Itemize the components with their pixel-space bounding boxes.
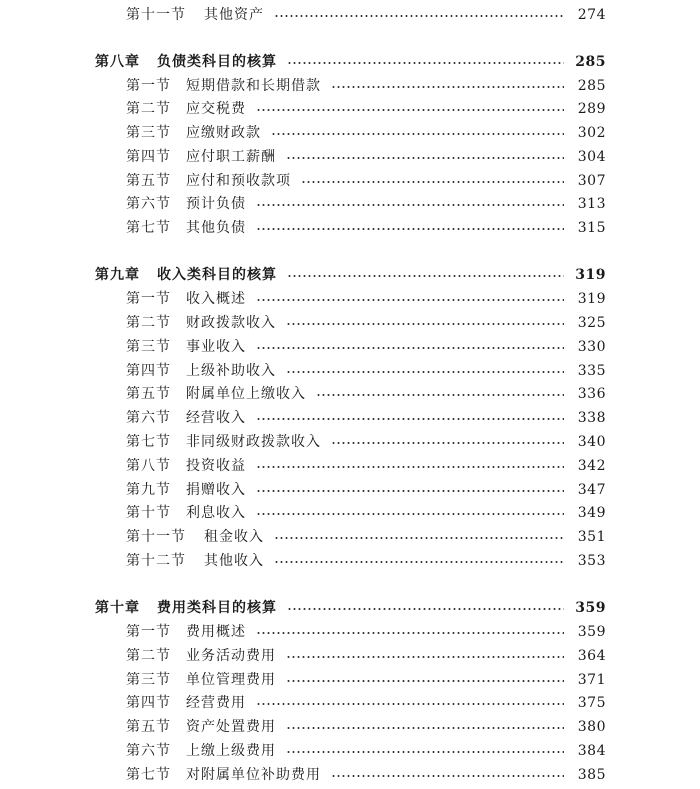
section-number: 第十一节 — [126, 7, 186, 23]
page-number: 304 — [577, 149, 606, 165]
section-number: 第三节 — [126, 672, 171, 688]
page-number: 307 — [577, 173, 606, 189]
section-number: 第七节 — [126, 767, 171, 783]
dot-leader — [331, 775, 564, 777]
page-number: 349 — [577, 505, 606, 521]
page-number: 351 — [577, 529, 606, 545]
page-number: 380 — [577, 719, 606, 735]
toc-entry[interactable] — [0, 171, 700, 191]
toc-entry[interactable] — [0, 337, 700, 357]
dot-leader — [331, 86, 564, 88]
page-number: 375 — [577, 695, 606, 711]
section-number: 第三节 — [126, 339, 171, 355]
page-number: 285 — [575, 54, 606, 70]
section-title: 应付职工薪酬 — [186, 149, 276, 165]
section-title: 附属单位上缴收入 — [186, 386, 306, 402]
dot-leader — [286, 727, 564, 729]
toc-entry[interactable] — [0, 99, 700, 119]
toc-entry[interactable] — [0, 693, 700, 713]
page-number: 319 — [577, 291, 606, 307]
section-title: 其他资产 — [204, 7, 264, 23]
toc-entry[interactable] — [0, 218, 700, 238]
dot-leader — [286, 323, 564, 325]
dot-leader — [301, 181, 564, 183]
section-number: 第四节 — [126, 363, 171, 379]
section-number: 第七节 — [126, 434, 171, 450]
dot-leader — [256, 299, 564, 301]
page-number: 347 — [577, 482, 606, 498]
section-title: 上级补助收入 — [186, 363, 276, 379]
toc-entry[interactable] — [0, 646, 700, 666]
page-number: 315 — [577, 220, 606, 236]
section-number: 第七节 — [126, 220, 171, 236]
toc-chapter[interactable] — [0, 265, 700, 285]
section-title: 应缴财政款 — [186, 125, 261, 141]
section-number: 第三节 — [126, 125, 171, 141]
section-title: 应交税费 — [186, 101, 246, 117]
section-number: 第六节 — [126, 196, 171, 212]
toc-entry[interactable] — [0, 670, 700, 690]
dot-leader — [286, 751, 564, 753]
section-number: 第五节 — [126, 386, 171, 402]
section-title: 事业收入 — [186, 339, 246, 355]
section-number: 第十一节 — [126, 529, 186, 545]
page-number: 330 — [577, 339, 606, 355]
section-title: 资产处置费用 — [186, 719, 276, 735]
section-number: 第一节 — [126, 291, 171, 307]
dot-leader — [274, 537, 564, 539]
toc-entry[interactable] — [0, 361, 700, 381]
toc-entry[interactable] — [0, 147, 700, 167]
section-number: 第二节 — [126, 648, 171, 664]
dot-leader — [256, 703, 564, 705]
section-title: 投资收益 — [186, 458, 246, 474]
section-number: 第九节 — [126, 482, 171, 498]
dot-leader — [331, 442, 564, 444]
section-title: 财政拨款收入 — [186, 315, 276, 331]
dot-leader — [316, 394, 564, 396]
page-number: 384 — [577, 743, 606, 759]
section-title: 预计负债 — [186, 196, 246, 212]
dot-leader — [256, 204, 564, 206]
page-number: 359 — [575, 600, 606, 616]
page-number: 336 — [577, 386, 606, 402]
toc-entry[interactable] — [0, 480, 700, 500]
section-number: 第十节 — [126, 505, 171, 521]
dot-leader — [287, 608, 564, 610]
toc-entry[interactable] — [0, 408, 700, 428]
dot-leader — [274, 15, 564, 17]
toc-entry[interactable] — [0, 527, 700, 547]
toc-chapter[interactable] — [0, 598, 700, 618]
toc-entry[interactable] — [0, 503, 700, 523]
section-title: 单位管理费用 — [186, 672, 276, 688]
chapter-title: 费用类科目的核算 — [157, 600, 277, 616]
dot-leader — [271, 133, 564, 135]
toc-entry[interactable] — [0, 432, 700, 452]
chapter-number: 第八章 — [95, 54, 140, 70]
page-number: 319 — [575, 267, 606, 283]
dot-leader — [286, 157, 564, 159]
dot-leader — [287, 275, 564, 277]
page-number: 359 — [577, 624, 606, 640]
dot-leader — [274, 561, 564, 563]
section-title: 收入概述 — [186, 291, 246, 307]
dot-leader — [256, 228, 564, 230]
dot-leader — [256, 490, 564, 492]
section-title: 其他收入 — [204, 553, 264, 569]
page-number: 285 — [577, 78, 606, 94]
section-title: 业务活动费用 — [186, 648, 276, 664]
section-number: 第十二节 — [126, 553, 186, 569]
chapter-number: 第九章 — [95, 267, 140, 283]
page-number: 289 — [577, 101, 606, 117]
section-title: 利息收入 — [186, 505, 246, 521]
page-number: 371 — [577, 672, 606, 688]
section-number: 第五节 — [126, 173, 171, 189]
section-number: 第五节 — [126, 719, 171, 735]
toc-entry[interactable] — [0, 765, 700, 785]
section-title: 非同级财政拨款收入 — [186, 434, 321, 450]
chapter-number: 第十章 — [95, 600, 140, 616]
page-number: 313 — [577, 196, 606, 212]
dot-leader — [286, 371, 564, 373]
section-title: 经营收入 — [186, 410, 246, 426]
chapter-title: 负债类科目的核算 — [157, 54, 277, 70]
toc-entry[interactable] — [0, 76, 700, 96]
section-title: 费用概述 — [186, 624, 246, 640]
section-number: 第八节 — [126, 458, 171, 474]
section-title: 上缴上级费用 — [186, 743, 276, 759]
dot-leader — [256, 632, 564, 634]
toc-chapter[interactable] — [0, 52, 700, 72]
section-number: 第二节 — [126, 315, 171, 331]
toc-entry[interactable] — [0, 289, 700, 309]
dot-leader — [256, 418, 564, 420]
toc-entry[interactable] — [0, 717, 700, 737]
toc-entry[interactable] — [0, 741, 700, 761]
section-title: 应付和预收款项 — [186, 173, 291, 189]
section-number: 第二节 — [126, 101, 171, 117]
section-number: 第六节 — [126, 410, 171, 426]
dot-leader — [287, 62, 564, 64]
section-title: 捐赠收入 — [186, 482, 246, 498]
section-title: 短期借款和长期借款 — [186, 78, 321, 94]
section-number: 第一节 — [126, 78, 171, 94]
dot-leader — [286, 656, 564, 658]
toc-entry[interactable] — [0, 456, 700, 476]
page-number: 353 — [577, 553, 606, 569]
section-title: 对附属单位补助费用 — [186, 767, 321, 783]
toc-entry[interactable] — [0, 384, 700, 404]
page-number: 340 — [577, 434, 606, 450]
section-title: 经营费用 — [186, 695, 246, 711]
page-number: 335 — [577, 363, 606, 379]
section-number: 第四节 — [126, 695, 171, 711]
toc-entry[interactable] — [0, 313, 700, 333]
toc-entry[interactable] — [0, 551, 700, 571]
toc-entry[interactable] — [0, 194, 700, 214]
toc-entry[interactable] — [0, 622, 700, 642]
section-title: 租金收入 — [204, 529, 264, 545]
page-number: 385 — [577, 767, 606, 783]
page-number: 364 — [577, 648, 606, 664]
toc-entry[interactable] — [0, 123, 700, 143]
page-number: 274 — [577, 7, 606, 23]
page-number: 325 — [577, 315, 606, 331]
section-number: 第四节 — [126, 149, 171, 165]
dot-leader — [256, 466, 564, 468]
section-number: 第一节 — [126, 624, 171, 640]
dot-leader — [256, 513, 564, 515]
toc-entry[interactable] — [0, 5, 700, 25]
dot-leader — [256, 109, 564, 111]
page-number: 338 — [577, 410, 606, 426]
dot-leader — [286, 680, 564, 682]
section-number: 第六节 — [126, 743, 171, 759]
section-title: 其他负债 — [186, 220, 246, 236]
dot-leader — [256, 347, 564, 349]
page-number: 302 — [577, 125, 606, 141]
chapter-title: 收入类科目的核算 — [157, 267, 277, 283]
page-number: 342 — [577, 458, 606, 474]
